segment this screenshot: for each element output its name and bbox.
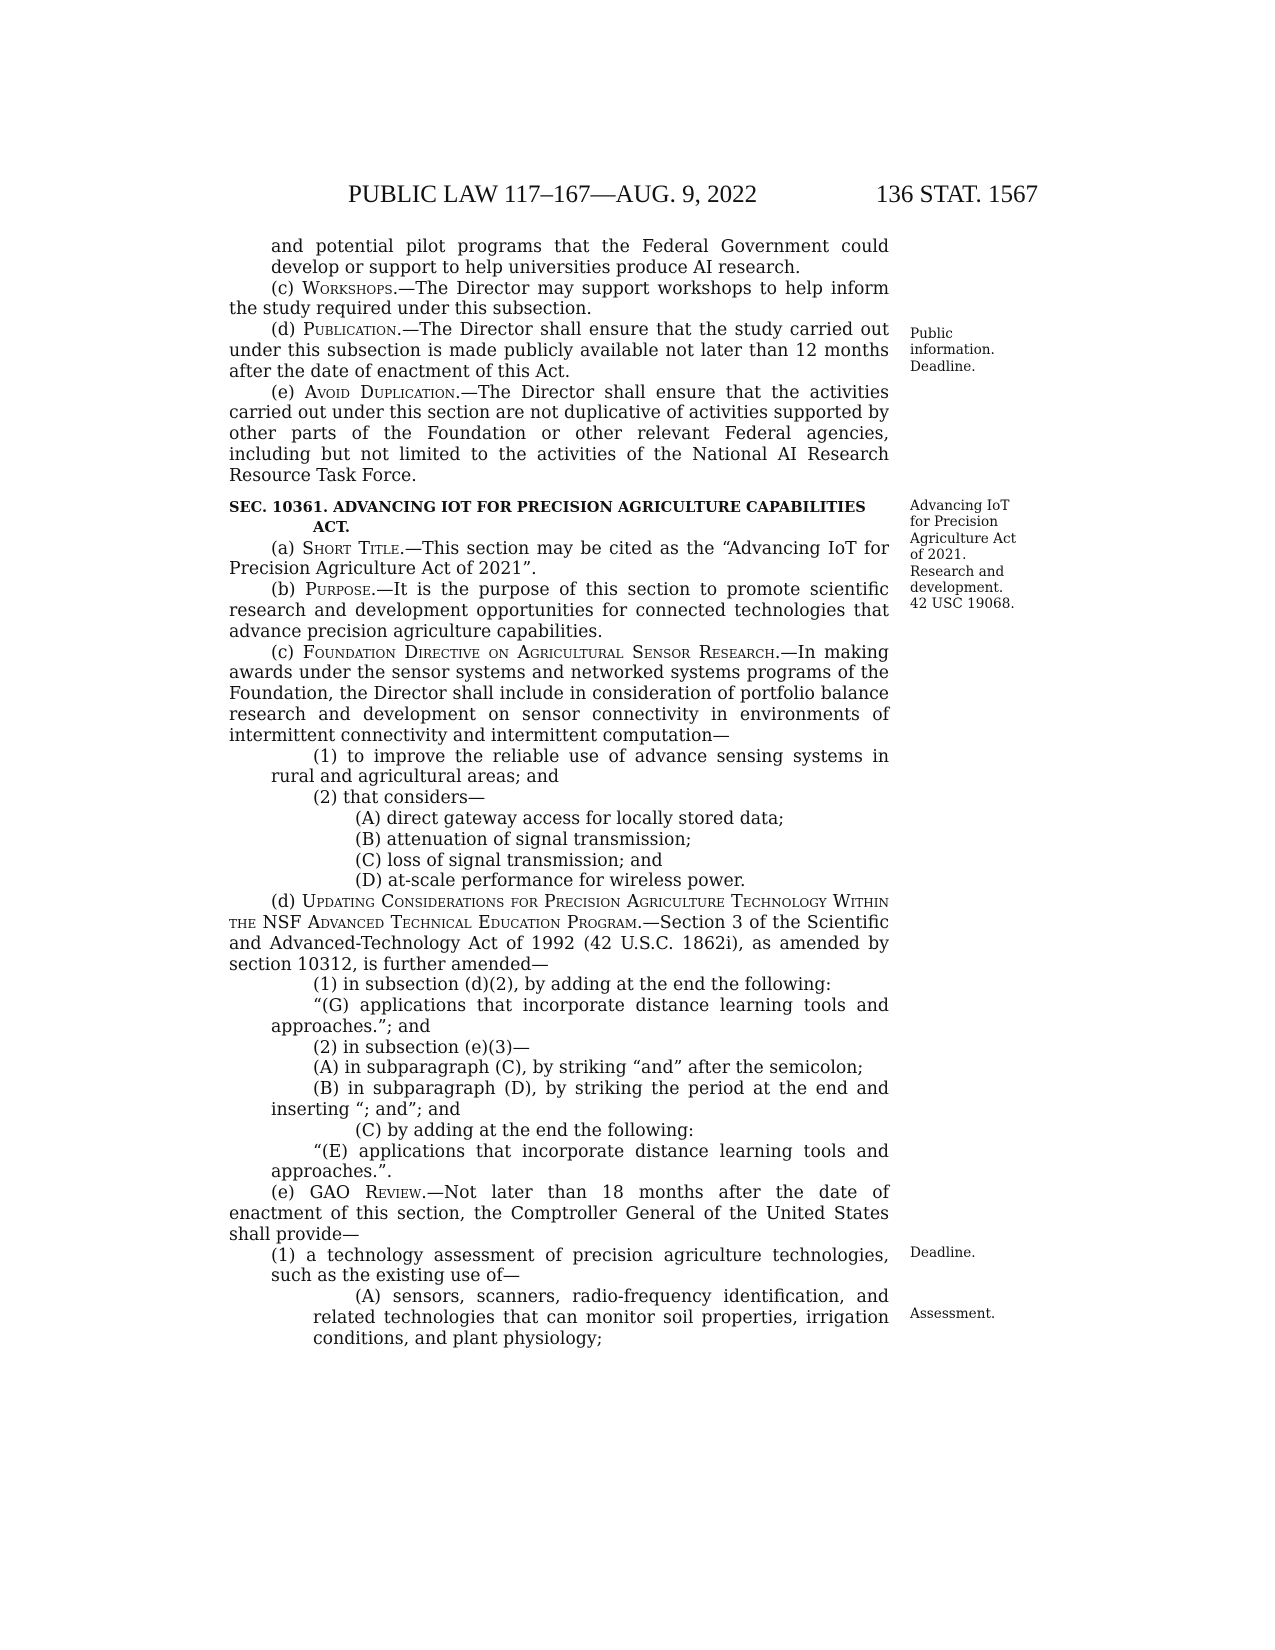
subparagraph-b: (B) attenuation of signal transmission; [355,829,692,850]
subsection-a-short-title: (a) Short Title.—This section may be cited as the “Advancing IoT for Precision Agriculture Act of 2021”. [229,538,890,580]
running-header: PUBLIC LAW 117–167—AUG. 9, 2022 [348,181,758,208]
paragraph-2: (2) that considers— [313,788,486,809]
paragraph-1: (1) a technology assessment of precision agriculture technologies, such as the existing use of— [271,1245,889,1287]
subsection-e-gao-review: (e) GAO Review.—Not later than 18 months after the date of enactment of this section, the Comptroller General of the United States shall provide— [229,1183,889,1245]
subparagraph-a: (A) direct gateway access for locally stored data; [355,808,785,829]
subsection-c-foundation-directive: (c) Foundation Directive on Agricultural Sensor Research.—In making awards under the sensor systems and networked systems programs of the Foundation, the Director shall include in consideration of portfolio balance research and development on sensor connectivity in environments of intermittent connectivity and intermittent computation— [229,642,889,746]
body-text [229,237,889,1350]
quoted-subparagraph-e: “(E) applications that incorporate distance learning tools and approaches.”. [271,1141,889,1183]
subparagraph-c: (C) by adding at the end the following: [355,1120,694,1141]
margin-note-public-information: Public information. Deadline. [910,326,995,375]
margin-note-deadline: Deadline. [910,1245,976,1261]
subparagraph-a: (A) in subparagraph (C), by striking “and” after the semicolon; [313,1058,864,1079]
page-number: 136 STAT. 1567 [875,181,1038,208]
paragraph-1: (1) in subsection (d)(2), by adding at the end the following: [313,975,832,996]
subsection-c-workshops: (c) Workshops.—The Director may support workshops to help inform the study required under this subsection. [229,278,890,320]
paragraph-1: (1) to improve the reliable use of advance sensing systems in rural and agricultural areas; and [271,746,889,788]
margin-note-assessment: Assessment. [910,1306,996,1322]
paragraph-2: (2) in subsection (e)(3)— [313,1037,530,1058]
paragraph-line: develop or support to help universities produce AI research. [271,257,801,278]
subsection-b-purpose: (b) Purpose.—It is the purpose of this section to promote scientific research and development opportunities for connected technologies that advance precision agriculture capabilities. [229,580,889,642]
margin-note-advancing-iot: Advancing IoT for Precision Agriculture Act of 2021. Research and development. 42 USC 19068. [910,498,1017,613]
subsection-d-publication: (d) Publication.—The Director shall ensure that the study carried out under this subsection is made publicly available not later than 12 months after the date of enactment of this Act. [229,320,889,382]
subparagraph-b: (B) in subparagraph (D), by striking the period at the end and inserting “; and”; and [271,1079,889,1121]
quoted-subparagraph-g: “(G) applications that incorporate distance learning tools and approaches.”; and [271,996,889,1037]
paragraph-line: and potential pilot programs that the Federal Government could [271,237,889,257]
section-heading: SEC. 10361. ADVANCING IOT FOR PRECISION AGRICULTURE CAPABILITIES ACT. [229,498,866,536]
subparagraph-a: (A) sensors, scanners, radio-frequency identification, and related technologies that can monitor soil properties, irrigation conditions, and plant physiology; [313,1287,889,1349]
subparagraph-d: (D) at-scale performance for wireless power. [355,871,746,892]
subsection-e-avoid-duplication: (e) Avoid Duplication.—The Director shall ensure that the activities carried out under this section are not duplicative of activities supported by other parts of the Foundation or other relevant Federal agencies, including but not limited to the activities of the National AI Research Resource Task Force. [229,382,889,486]
subsection-d-updating-considerations: (d) Updating Considerations for Precision Agriculture Technology Within the NSF Advanced Technical Education Program.—Section 3 of the Scientific and Advanced-Technology Act of 1992 (42 U.S.C. 1862i), as amended by section 10312, is further amended— [229,892,889,975]
subparagraph-c: (C) loss of signal transmission; and [355,850,663,871]
